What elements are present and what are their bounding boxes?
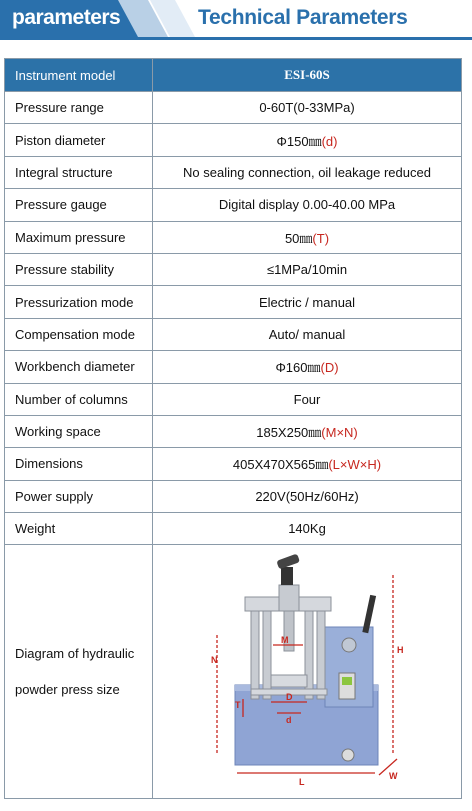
- diagram-label-line2: powder press size: [15, 681, 120, 697]
- row-value: [153, 318, 462, 350]
- diagram-label: [5, 545, 153, 799]
- dim-W: W: [389, 771, 398, 782]
- row-value: [153, 253, 462, 285]
- row-value-text: 220V(50Hz/60Hz): [255, 488, 359, 504]
- row-value-text: 405X470X565㎜: [232, 457, 329, 473]
- dim-H: H: [397, 645, 404, 656]
- row-value: [153, 189, 462, 221]
- diagram-cell: [153, 545, 462, 799]
- row-value: [153, 480, 462, 512]
- header-divider: [0, 37, 472, 40]
- page-header: [0, 0, 472, 40]
- table-row: [5, 448, 462, 480]
- dim-M: M: [281, 635, 289, 646]
- hydraulic-press-icon: [153, 545, 462, 798]
- header-tab-label: parameters: [12, 6, 121, 29]
- spec-table: [4, 58, 462, 799]
- table-row: [5, 92, 462, 124]
- spec-rows: [5, 92, 462, 545]
- row-value-text: Electric / manual: [258, 294, 356, 310]
- page-title: Technical Parameters: [198, 6, 408, 29]
- row-label: Maximum pressure: [5, 221, 153, 253]
- table-row: [5, 383, 462, 415]
- row-value-text: 185X250㎜: [256, 425, 322, 441]
- table-row: [5, 156, 462, 188]
- row-value: [153, 351, 462, 383]
- row-value-text: Φ160㎜: [275, 360, 321, 376]
- row-label: Pressure range: [5, 92, 153, 124]
- row-value: [153, 221, 462, 253]
- diagram-label-line1: Diagram of hydraulic: [15, 645, 135, 661]
- dim-T: T: [235, 700, 241, 711]
- row-value-text: 0-60T(0-33MPa): [259, 100, 355, 116]
- row-label: Number of columns: [5, 383, 153, 415]
- row-value-text: 140Kg: [288, 521, 326, 537]
- row-label: Dimensions: [5, 448, 153, 480]
- row-value: [153, 383, 462, 415]
- table-row: [5, 351, 462, 383]
- row-value-symbol: (L×W×H): [328, 457, 382, 473]
- row-value: [153, 513, 462, 545]
- table-row: [5, 318, 462, 350]
- row-value-text: Φ150㎜: [276, 133, 322, 149]
- row-value-symbol: (M×N): [321, 425, 358, 441]
- table-row: [5, 124, 462, 156]
- row-value-text: Four: [293, 391, 321, 407]
- row-label: Integral structure: [5, 156, 153, 188]
- row-label: Pressure gauge: [5, 189, 153, 221]
- row-value-text: 50㎜: [284, 230, 313, 246]
- row-value-symbol: (D): [320, 360, 339, 376]
- diagram-row: [5, 545, 462, 799]
- row-label: Workbench diameter: [5, 351, 153, 383]
- row-label: Pressure stability: [5, 253, 153, 285]
- table-row: [5, 415, 462, 447]
- table-row: [5, 286, 462, 318]
- table-header-row: [5, 59, 462, 92]
- row-value: [153, 286, 462, 318]
- row-value: [153, 448, 462, 480]
- table-row: [5, 189, 462, 221]
- row-value: [153, 415, 462, 447]
- table-row: [5, 480, 462, 512]
- table-row: [5, 513, 462, 545]
- dim-D: D: [286, 692, 293, 703]
- row-value: [153, 156, 462, 188]
- row-label: Piston diameter: [5, 124, 153, 156]
- row-label: Pressurization mode: [5, 286, 153, 318]
- row-value-text: ≤1MPa/10min: [266, 262, 348, 278]
- row-value-text: Auto/ manual: [268, 326, 346, 342]
- row-value-symbol: (T): [312, 230, 330, 246]
- header-label: Instrument model: [5, 59, 153, 92]
- dim-N: N: [211, 655, 218, 666]
- row-value-text: No sealing connection, oil leakage reduced: [183, 164, 431, 180]
- row-label: Working space: [5, 415, 153, 447]
- row-value-text: Digital display 0.00-40.00 MPa: [218, 197, 396, 213]
- table-row: [5, 253, 462, 285]
- row-value: [153, 124, 462, 156]
- row-label: Compensation mode: [5, 318, 153, 350]
- dim-L: L: [299, 777, 305, 788]
- row-label: Power supply: [5, 480, 153, 512]
- table-row: [5, 221, 462, 253]
- header-value: ESI-60S: [153, 59, 462, 92]
- row-value: [153, 92, 462, 124]
- row-value-symbol: (d): [321, 133, 338, 149]
- row-label: Weight: [5, 513, 153, 545]
- dim-d: d: [286, 715, 292, 726]
